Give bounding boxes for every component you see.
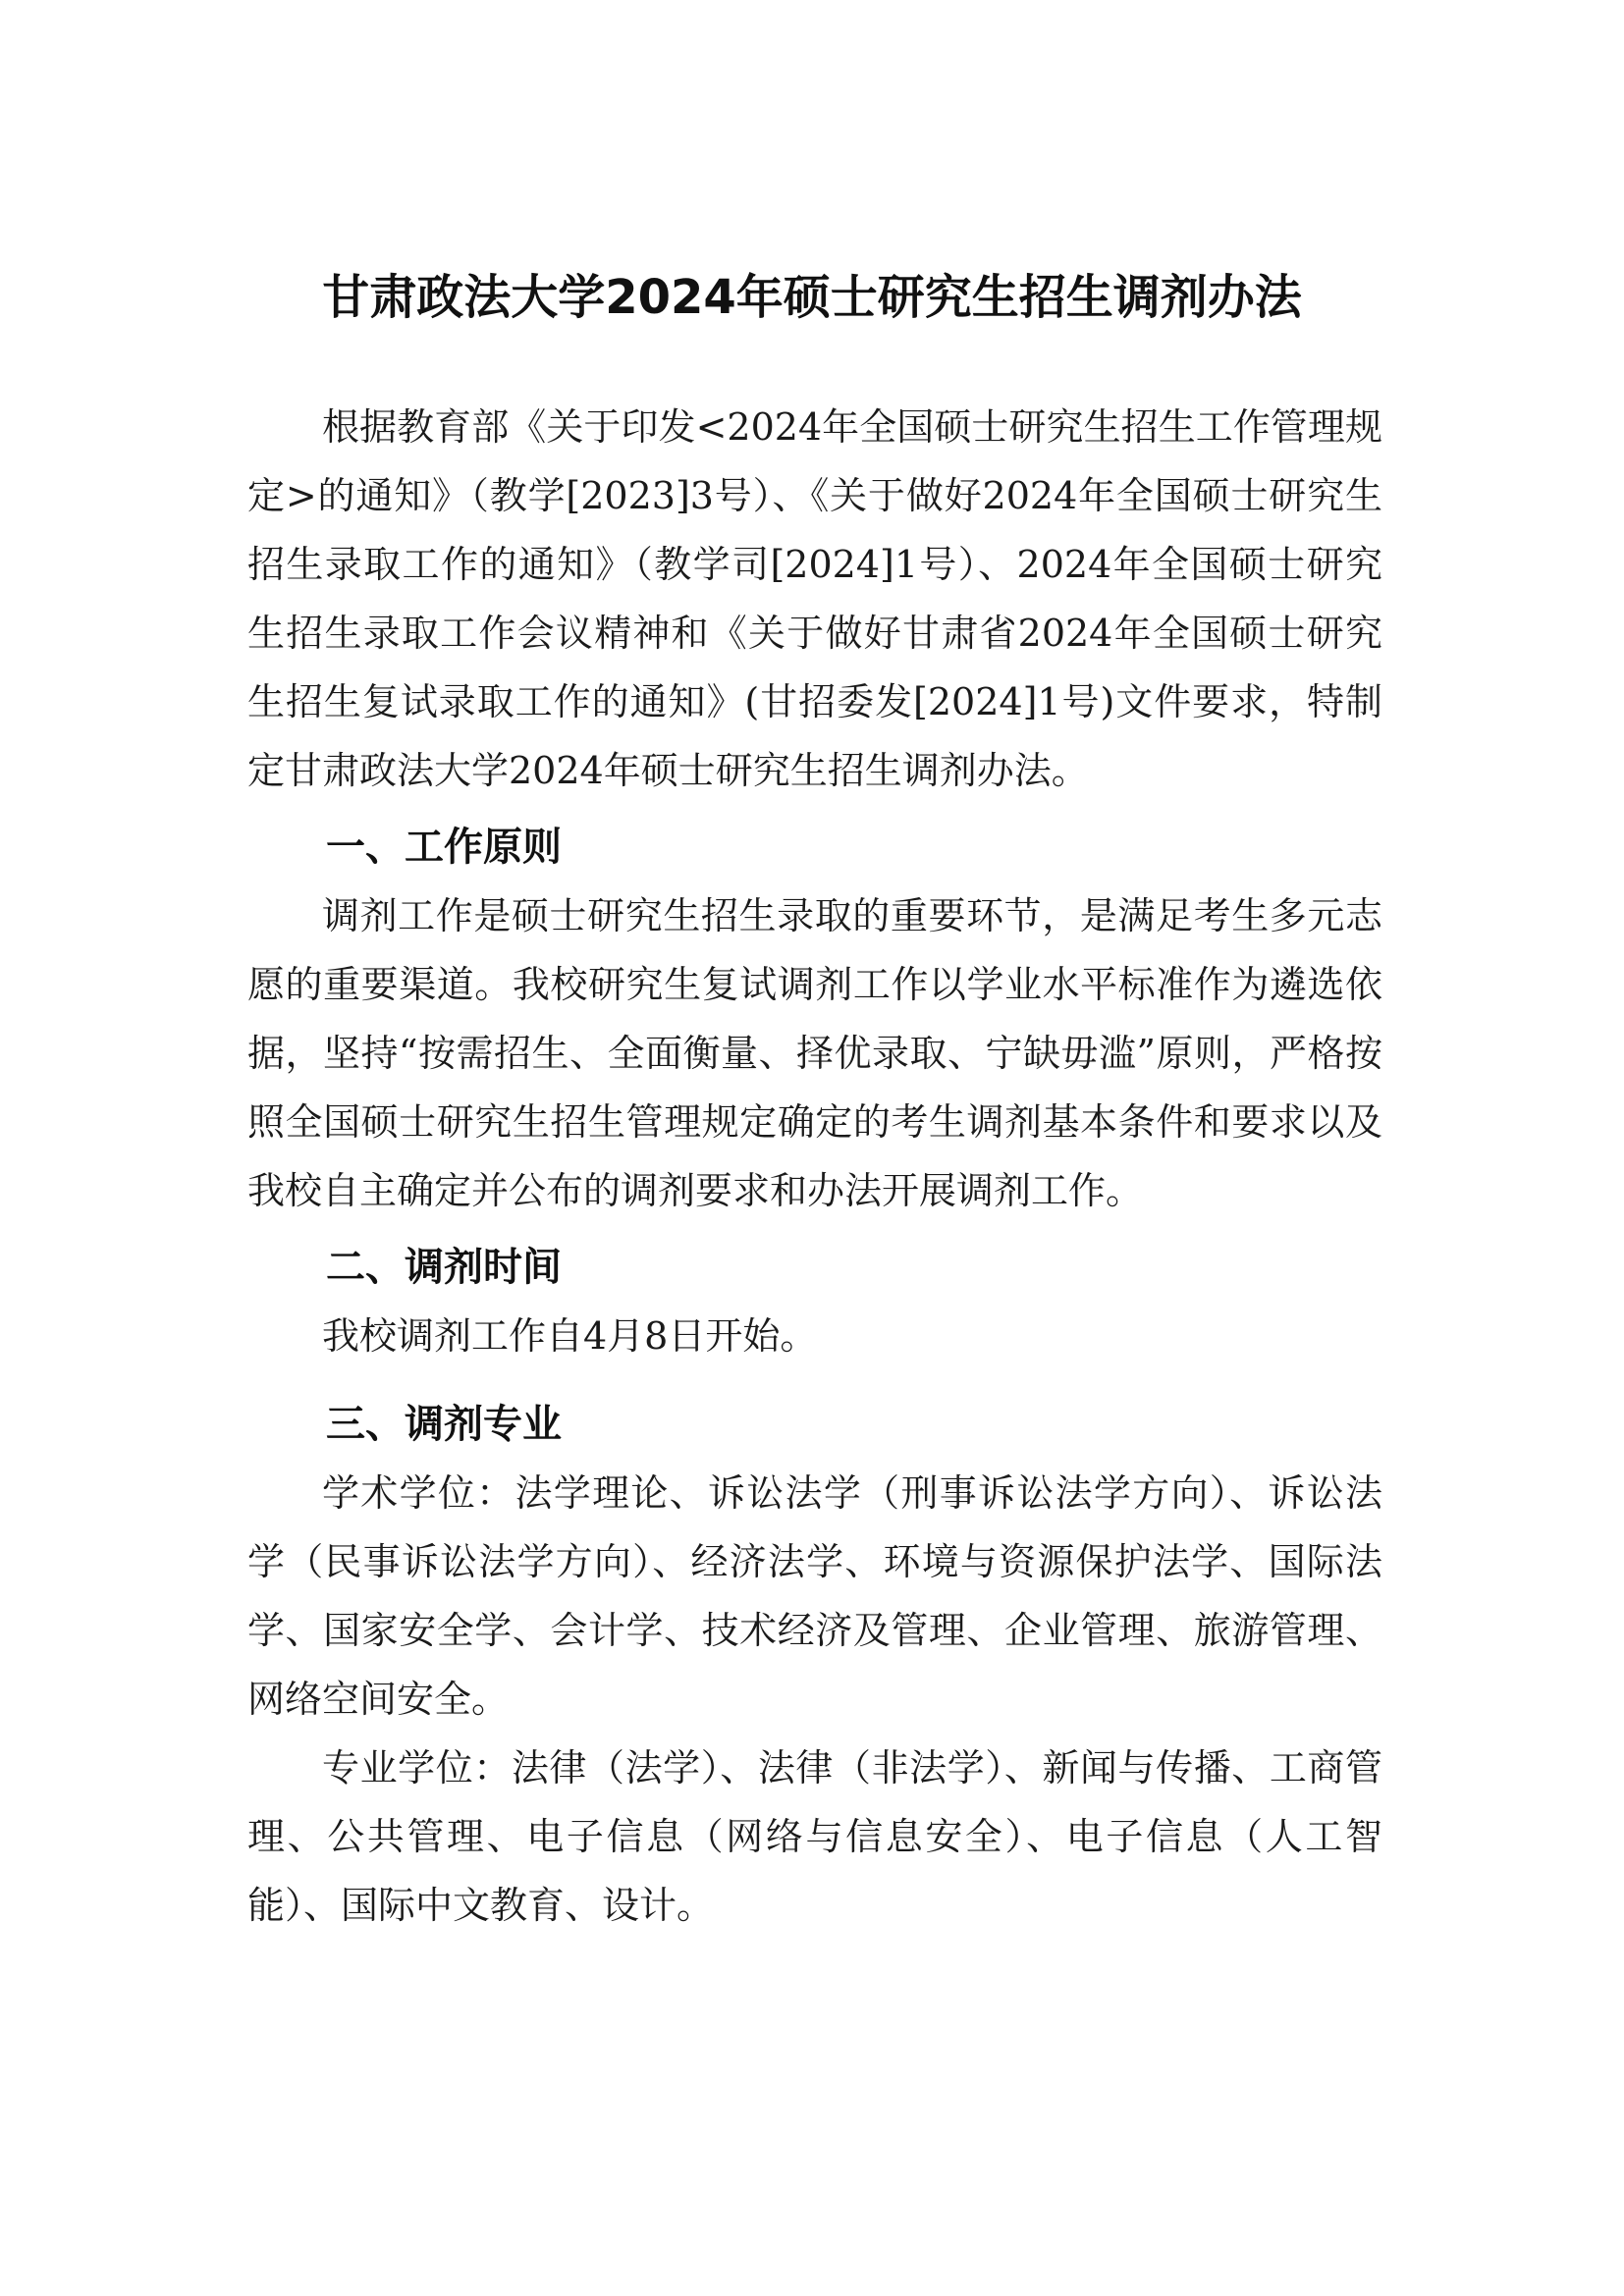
section-heading-majors: 三、调剂专业 bbox=[326, 1402, 562, 1447]
academic-degree-paragraph: 学术学位：法学理论、诉讼法学（刑事诉讼法学方向）、诉讼法学（民事诉讼法学方向）、经济法学、环境与资源保护法学、国际法学、国家安全学、会计学、技术经济及管理、企业管理、旅游管理、网络空间安全。 bbox=[247, 1471, 1382, 1721]
section-heading-principles: 一、工作原则 bbox=[326, 825, 562, 870]
time-paragraph: 我校调剂工作自4月8日开始。 bbox=[322, 1314, 818, 1358]
section-heading-time: 二、调剂时间 bbox=[326, 1245, 562, 1290]
page-title: 甘肃政法大学2024年硕士研究生招生调剂办法 bbox=[322, 270, 1302, 325]
document-body bbox=[247, 393, 1382, 1940]
intro-paragraph: 根据教育部《关于印发<2024年全国硕士研究生招生工作管理规定>的通知》（教学[2023]3号）、《关于做好2024年全国硕士研究生招生录取工作的通知》（教学司[2024]1号）、2024年全国硕士研究生招生录取工作会议精神和《关于做好甘肃省2024年全国硕士研究生招生复试录取工作的通知》(甘招委发[2024]1号)文件要求，特制定甘肃政法大学2024年硕士研究生招生调剂办法。 bbox=[247, 405, 1382, 792]
principles-paragraph: 调剂工作是硕士研究生招生录取的重要环节，是满足考生多元志愿的重要渠道。我校研究生复试调剂工作以学业水平标准作为遴选依据，坚持“按需招生、全面衡量、择优录取、宁缺毋滥”原则，严格按照全国硕士研究生招生管理规定确定的考生调剂基本条件和要求以及我校自主确定并公布的调剂要求和办法开展调剂工作。 bbox=[247, 894, 1382, 1212]
professional-degree-paragraph: 专业学位：法律（法学）、法律（非法学）、新闻与传播、工商管理、公共管理、电子信息（网络与信息安全）、电子信息（人工智能）、国际中文教育、设计。 bbox=[247, 1746, 1382, 1927]
